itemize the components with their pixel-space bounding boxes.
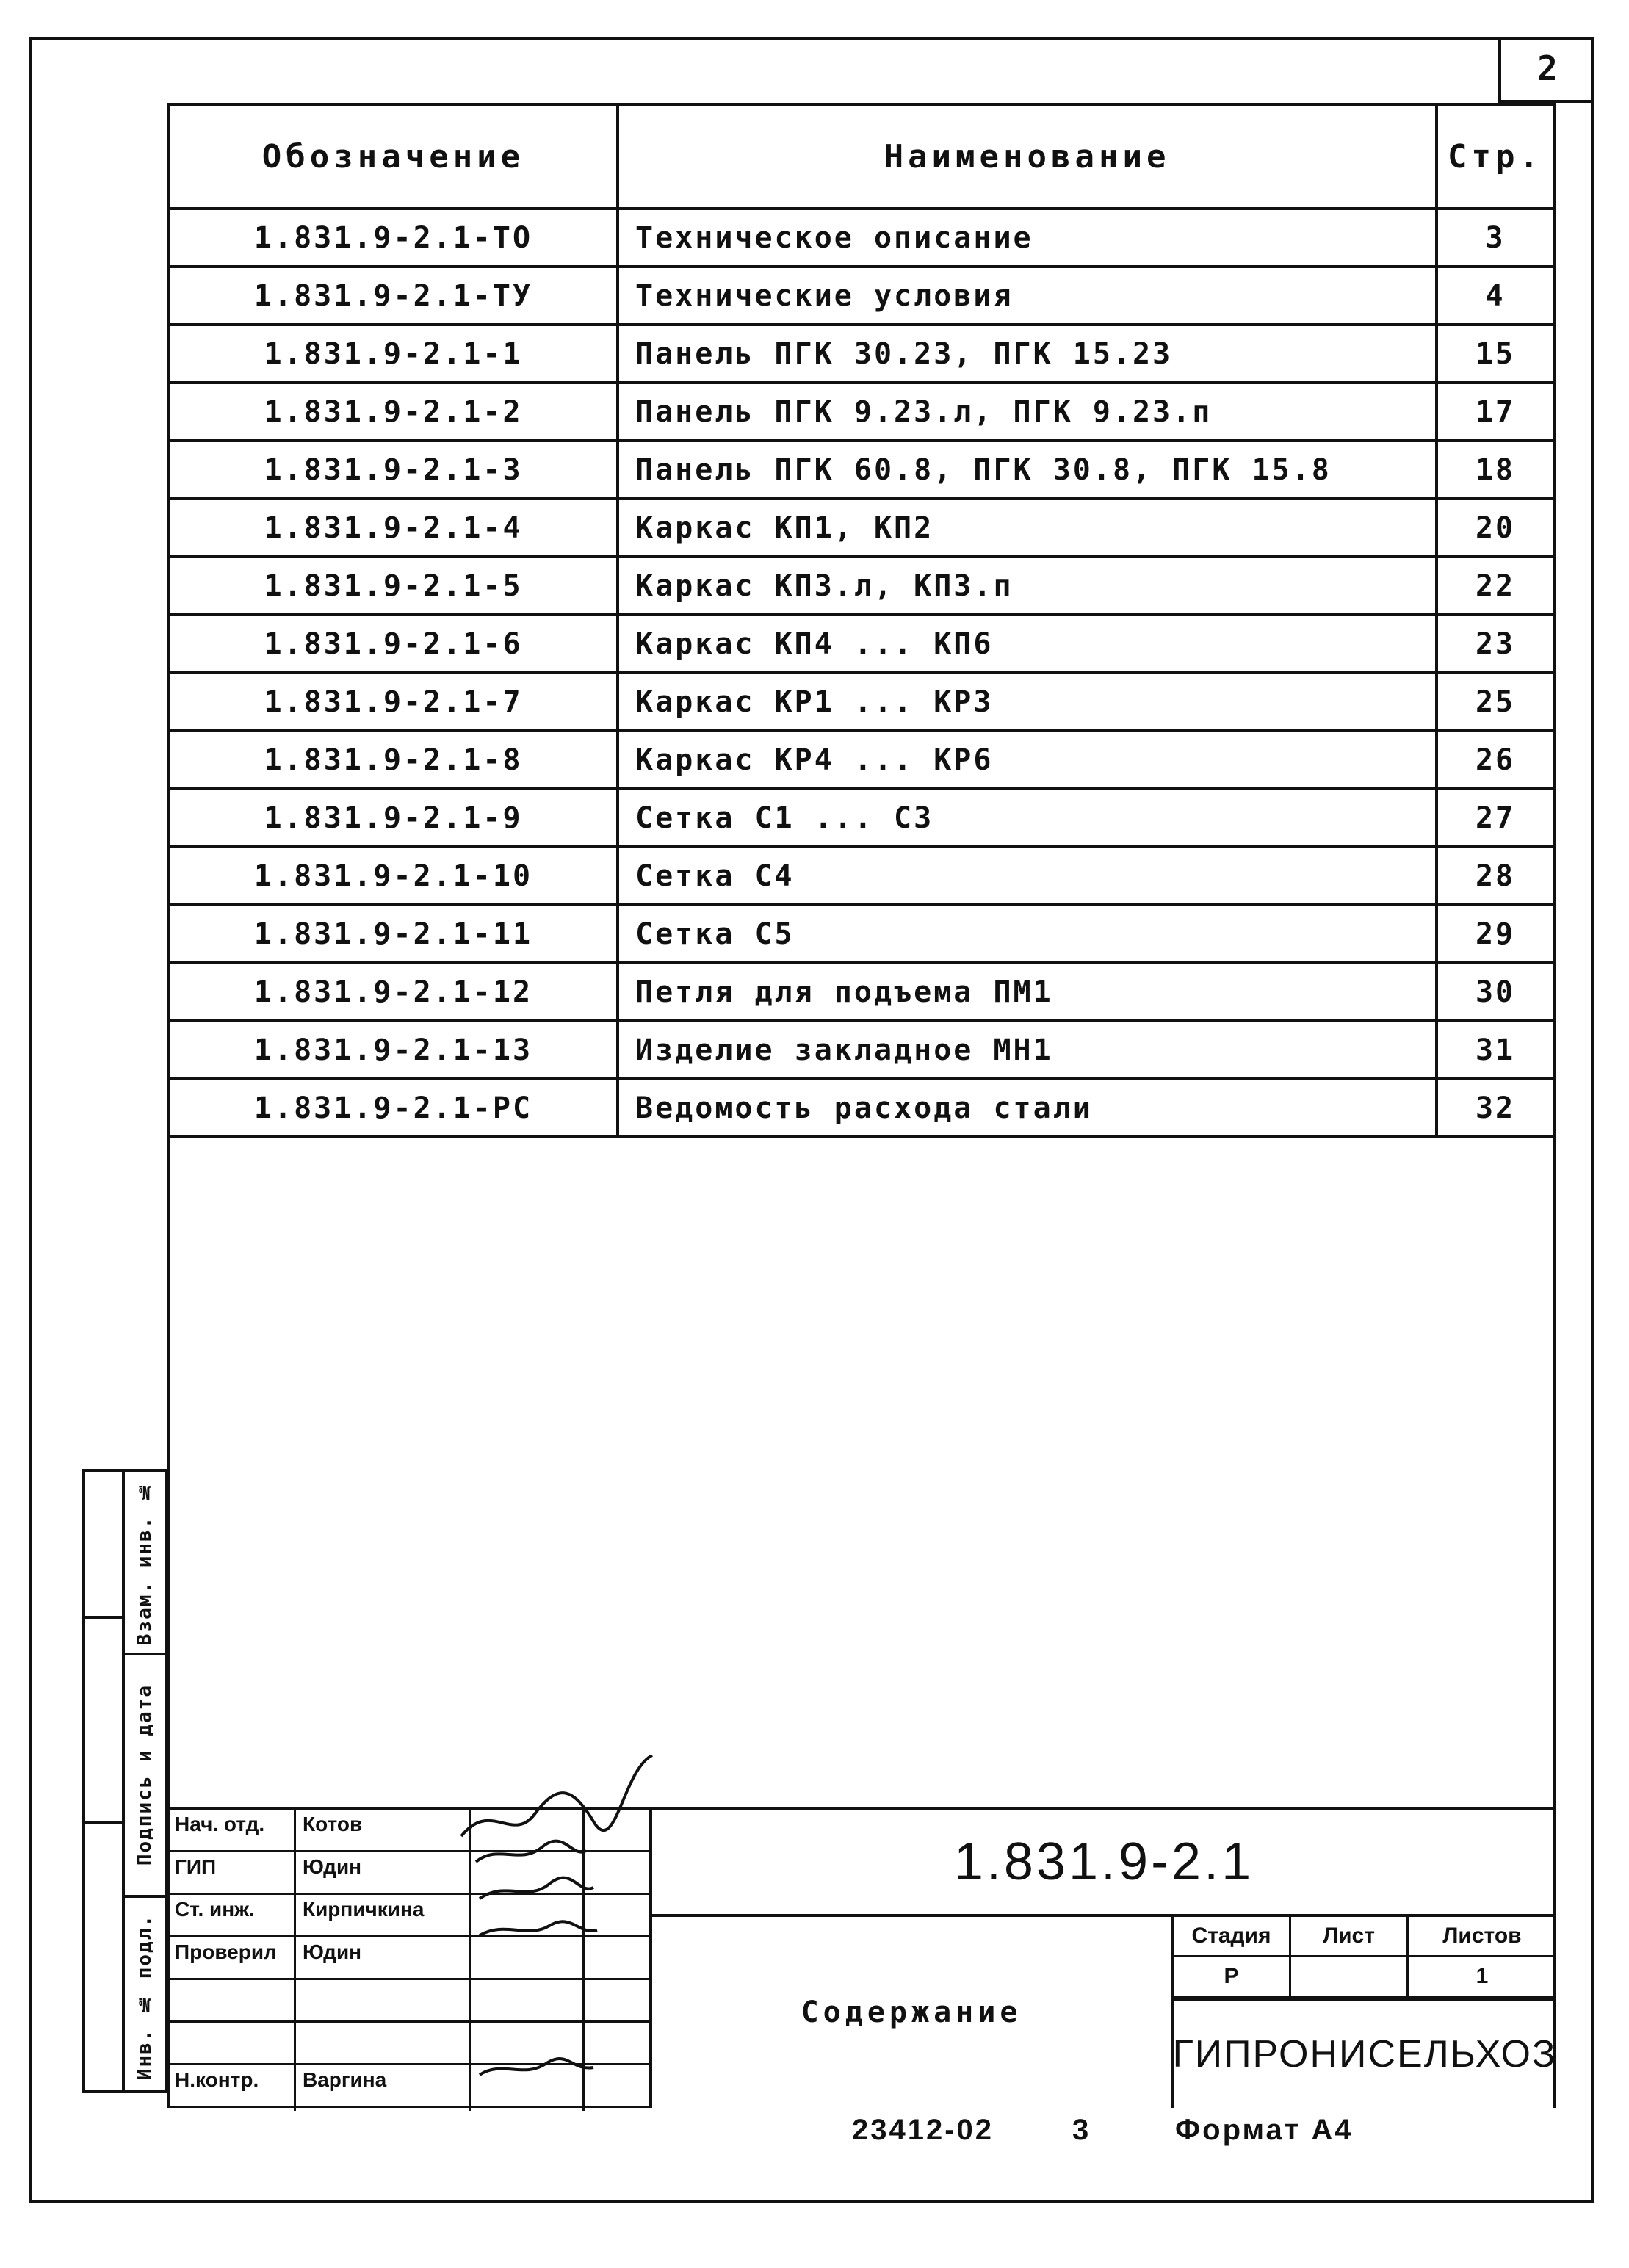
row-page: 17 bbox=[1437, 383, 1554, 441]
inv-orig-label: Инв. № подл. bbox=[134, 1913, 156, 2081]
table-row bbox=[169, 209, 1554, 267]
row-code: 1.831.9-2.1-3 bbox=[169, 441, 618, 499]
row-name: Каркас КП3.л, КП3.п bbox=[618, 557, 1437, 615]
table-row bbox=[169, 267, 1554, 325]
binding-strip-left bbox=[82, 1469, 125, 2093]
signature-role: Проверил bbox=[175, 1940, 277, 1963]
format-label: Формат А4 bbox=[1175, 2114, 1354, 2146]
row-page: 32 bbox=[1437, 1079, 1554, 1137]
row-page: 25 bbox=[1437, 673, 1554, 731]
row-code: 1.831.9-2.1-13 bbox=[169, 1021, 618, 1079]
row-name: Панель ПГК 9.23.л, ПГК 9.23.п bbox=[618, 383, 1437, 441]
table-row bbox=[169, 731, 1554, 789]
signature-role: Н.контр. bbox=[175, 2068, 259, 2091]
header-code: Обозначение bbox=[169, 104, 618, 209]
row-page: 23 bbox=[1437, 615, 1554, 673]
document-code: 1.831.9-2.1 bbox=[652, 1807, 1556, 1917]
table-row bbox=[169, 615, 1554, 673]
row-code: 1.831.9-2.1-9 bbox=[169, 789, 618, 847]
signature-role: ГИП bbox=[175, 1855, 217, 1878]
row-code: 1.831.9-2.1-2 bbox=[169, 383, 618, 441]
table-row bbox=[169, 905, 1554, 963]
sheets-label: Листов bbox=[1409, 1917, 1556, 1957]
table-row bbox=[169, 557, 1554, 615]
table-row bbox=[169, 1079, 1554, 1137]
signature-name: Варгина bbox=[303, 2068, 387, 2091]
table-row bbox=[169, 383, 1554, 441]
sheets-value: 1 bbox=[1409, 1957, 1556, 1998]
sheet-value bbox=[1291, 1957, 1409, 1998]
table-row bbox=[169, 499, 1554, 557]
signature-name: Юдин bbox=[303, 1940, 362, 1963]
archive-number: 23412-02 bbox=[852, 2114, 994, 2146]
row-page: 20 bbox=[1437, 499, 1554, 557]
footer-page: 3 bbox=[1072, 2114, 1091, 2146]
row-name: Технические условия bbox=[618, 267, 1437, 325]
table-row bbox=[169, 847, 1554, 905]
row-name: Каркас КП4 ... КП6 bbox=[618, 615, 1437, 673]
row-code: 1.831.9-2.1-1 bbox=[169, 325, 618, 383]
sheet-label: Лист bbox=[1291, 1917, 1409, 1957]
stage-label: Стадия bbox=[1174, 1917, 1291, 1957]
row-code: 1.831.9-2.1-6 bbox=[169, 615, 618, 673]
row-name: Техническое описание bbox=[618, 209, 1437, 267]
table-row bbox=[169, 325, 1554, 383]
signature-role: Ст. инж. bbox=[175, 1898, 255, 1921]
row-name: Каркас КР1 ... КР3 bbox=[618, 673, 1437, 731]
row-code: 1.831.9-2.1-8 bbox=[169, 731, 618, 789]
row-page: 4 bbox=[1437, 267, 1554, 325]
row-page: 15 bbox=[1437, 325, 1554, 383]
row-name: Сетка С5 bbox=[618, 905, 1437, 963]
row-name: Сетка С1 ... С3 bbox=[618, 789, 1437, 847]
row-code: 1.831.9-2.1-ТО bbox=[169, 209, 618, 267]
row-name: Панель ПГК 30.23, ПГК 15.23 bbox=[618, 325, 1437, 383]
sign-date-label: Подпись и дата bbox=[134, 1684, 156, 1866]
handwritten-signature-marks bbox=[447, 1755, 667, 2093]
header-name: Наименование bbox=[618, 104, 1437, 209]
row-code: 1.831.9-2.1-РС bbox=[169, 1079, 618, 1137]
row-name: Сетка С4 bbox=[618, 847, 1437, 905]
contents-table bbox=[167, 103, 1556, 1138]
organization-name: ГИПРОНИСЕЛЬХОЗ bbox=[1174, 1998, 1556, 2108]
row-code: 1.831.9-2.1-11 bbox=[169, 905, 618, 963]
row-page: 30 bbox=[1437, 963, 1554, 1021]
table-row bbox=[169, 1021, 1554, 1079]
header-page: Стр. bbox=[1437, 104, 1554, 209]
table-row bbox=[169, 789, 1554, 847]
row-page: 31 bbox=[1437, 1021, 1554, 1079]
table-header-row bbox=[169, 104, 1554, 209]
title-block bbox=[167, 1807, 1556, 2108]
signature-name: Котов bbox=[303, 1813, 363, 1835]
row-name: Панель ПГК 60.8, ПГК 30.8, ПГК 15.8 bbox=[618, 441, 1437, 499]
row-page: 18 bbox=[1437, 441, 1554, 499]
row-code: 1.831.9-2.1-ТУ bbox=[169, 267, 618, 325]
table-row bbox=[169, 441, 1554, 499]
row-page: 29 bbox=[1437, 905, 1554, 963]
row-page: 27 bbox=[1437, 789, 1554, 847]
document-title: Содержание bbox=[652, 1917, 1174, 2108]
stage-table bbox=[1174, 1917, 1556, 1998]
sheet-number: 2 bbox=[1498, 37, 1594, 103]
row-code: 1.831.9-2.1-5 bbox=[169, 557, 618, 615]
table-row bbox=[169, 963, 1554, 1021]
row-name: Петля для подъема ПМ1 bbox=[618, 963, 1437, 1021]
row-page: 3 bbox=[1437, 209, 1554, 267]
swap-inv-label: Взам. инв. № bbox=[134, 1478, 156, 1646]
row-page: 22 bbox=[1437, 557, 1554, 615]
row-code: 1.831.9-2.1-4 bbox=[169, 499, 618, 557]
row-code: 1.831.9-2.1-12 bbox=[169, 963, 618, 1021]
signature-role: Нач. отд. bbox=[175, 1813, 265, 1835]
table-row bbox=[169, 673, 1554, 731]
binding-strip-labels bbox=[122, 1469, 167, 2093]
sign-date-cell bbox=[125, 1655, 165, 1898]
row-name: Изделие закладное МН1 bbox=[618, 1021, 1437, 1079]
signature-name: Кирпичкина bbox=[303, 1898, 425, 1921]
row-name: Ведомость расхода стали bbox=[618, 1079, 1437, 1137]
row-name: Каркас КР4 ... КР6 bbox=[618, 731, 1437, 789]
signature-name: Юдин bbox=[303, 1855, 362, 1878]
inv-orig-cell bbox=[125, 1898, 165, 2096]
binding-strip bbox=[82, 1469, 167, 2093]
row-code: 1.831.9-2.1-10 bbox=[169, 847, 618, 905]
row-code: 1.831.9-2.1-7 bbox=[169, 673, 618, 731]
row-name: Каркас КП1, КП2 bbox=[618, 499, 1437, 557]
row-page: 26 bbox=[1437, 731, 1554, 789]
swap-inv-cell bbox=[125, 1472, 165, 1655]
row-page: 28 bbox=[1437, 847, 1554, 905]
stage-value: Р bbox=[1174, 1957, 1291, 1998]
